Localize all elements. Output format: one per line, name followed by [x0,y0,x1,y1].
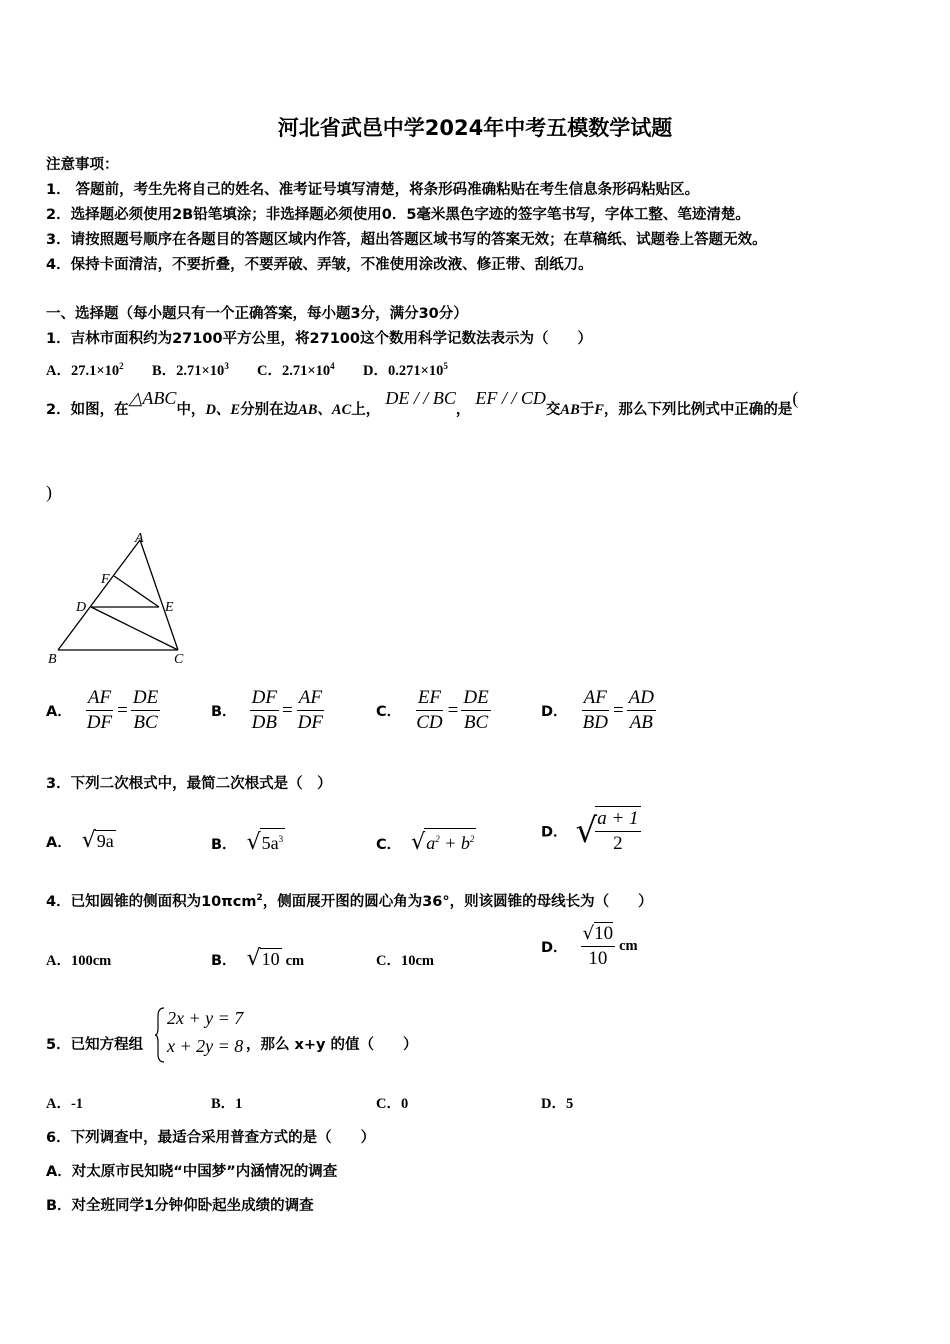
segment-ef [114,576,159,607]
q2-close-paren: ) [46,482,52,502]
label-f: F [101,572,110,587]
q2-option-c: C． $\frac{EF}{CD}$ = $\frac{DE}{BC}$ [376,687,489,733]
q1-option-a: A．$27.1\times 10^2$ [46,361,124,379]
q1-option-d: D．$0.271\times 10^5$ [363,361,448,379]
q5-option-c: C．0 [376,1096,409,1112]
q4-option-b: B． √10 cm [211,946,305,971]
question-5-tail: ，那么 x+y 的值（ ） [246,1037,418,1053]
label-b: B [48,652,57,667]
page-title: 河北省武邑中学2024年中考五模数学试题 [277,116,673,140]
equation-1: 2x + y = 7 [167,1008,244,1028]
q4-option-c: C．10cm [376,953,434,969]
equation-2: x + 2y = 8 [167,1036,244,1056]
q3-option-c: C． $√a^2 + b^2$ [376,830,475,855]
q5-option-a: A．-1 [46,1096,84,1112]
label-c: C [174,652,184,667]
notice-item: 2．选择题必须使用2B铅笔填涂；非选择题必须使用0．5毫米黑色字迹的签字笔书写，字体工整、笔迹清楚。 [46,207,750,223]
q1-option-b: B．$2.71\times 10^3$ [152,361,229,379]
q2-option-b: B． $\frac{DF}{DB}$ = $\frac{AF}{DF}$ [211,687,323,733]
label-a: A [135,531,144,546]
notice-item: 1． 答题前，考生先将自己的姓名、准考证号填写清楚，将条形码准确粘贴在考生信息条形码粘贴区。 [46,182,700,198]
notice-item: 4．保持卡面清洁，不要折叠，不要弄破、弄皱，不准使用涂改液、修正带、刮纸刀。 [46,257,593,273]
q4-option-d: D． $\frac{√10}{10}$ cm [541,923,638,969]
q5-option-d: D．5 [541,1096,574,1112]
question-3: 3．下列二次根式中，最简二次根式是（ ） [46,776,332,792]
system-brace [154,1006,166,1064]
q6-option-b: B．对全班同学1分钟仰卧起坐成绩的调查 [46,1198,314,1214]
q6-option-a: A．对太原市民知晓“中国梦”内涵情况的调查 [46,1164,338,1180]
q1-option-c: C．$2.71\times 10^4$ [257,361,335,379]
notice-item: 3．请按照题号顺序在各题目的答题区域内作答，超出答题区域书写的答案无效；在草稿纸、试题卷上答题无效。 [46,232,767,248]
question-2: 2．如图，在△ABC中，D、E分别在边AB、AC上， DE / / BC， EF / / CD交AB于F，那么下列比例式中正确的是( [46,388,799,418]
q2-option-a: A． $\frac{AF}{DF}$ = $\frac{DE}{BC}$ [46,687,159,733]
section-heading: 一、选择题（每小题只有一个正确答案，每小题3分，满分30分） [46,306,468,322]
q4-option-a: A．100cm [46,953,112,969]
q2-option-d: D． $\frac{AF}{BD}$ = $\frac{AD}{AB}$ [541,687,654,733]
q3-option-a: A． √9a [46,828,114,853]
side-ab [58,540,140,650]
question-5-lead: 5．已知方程组 [46,1037,144,1053]
q5-option-b: B．1 [211,1096,243,1112]
q3-option-d: D． √ $\frac{a + 1}{2}$ [541,808,639,854]
label-e: E [165,600,174,615]
label-d: D [76,600,87,615]
question-4: 4．已知圆锥的侧面积为10πcm$^2$，侧面展开图的圆心角为36°，则该圆锥的母线长为（ ） [46,893,653,910]
question-1: 1．吉林市面积约为27100平方公里，将27100这个数用科学记数法表示为（ ） [46,331,592,347]
notice-heading: 注意事项： [46,157,119,173]
question-6: 6．下列调查中，最适合采用普查方式的是（ ） [46,1130,376,1146]
triangle-figure [44,530,204,670]
q3-option-b: B． $√5a^3$ [211,830,284,855]
